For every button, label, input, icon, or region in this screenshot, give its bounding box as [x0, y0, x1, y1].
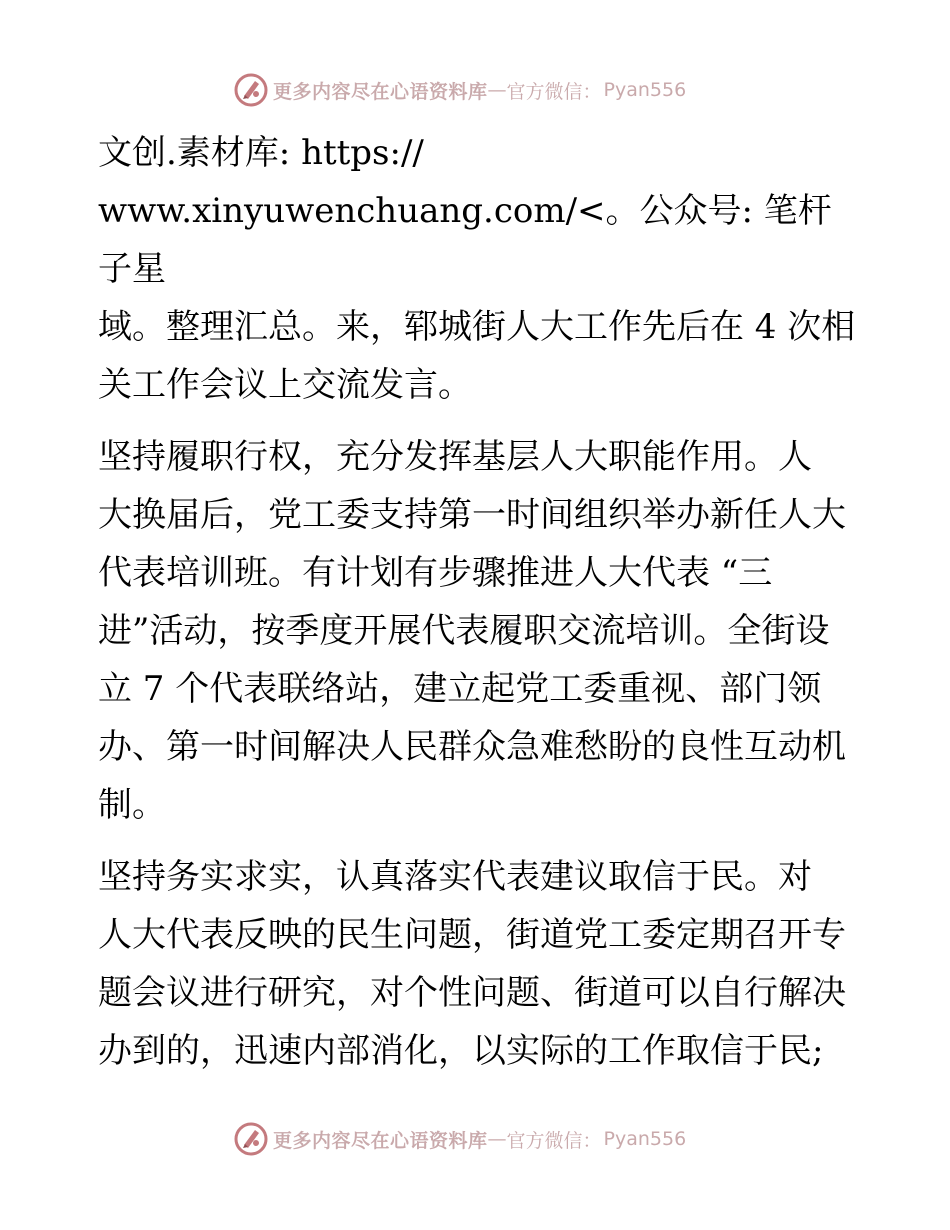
- text-line: 进”活动，按季度开展代表履职交流培训。全街设: [98, 611, 830, 651]
- text-line: 坚持务实求实，认真落实代表建议取信于民。对: [98, 857, 812, 897]
- text-line: 文创.素材库: https://: [98, 133, 424, 173]
- pen-logo-icon: [233, 72, 269, 108]
- text-line: 制。: [98, 785, 166, 825]
- text-line: www.xinyuwenchuang.com/<。公众号: 笔杆子星: [98, 191, 832, 289]
- paragraph-intro: [98, 124, 858, 414]
- paragraph-suggestions: [98, 848, 858, 1080]
- text-line: 人大代表反映的民生问题，街道党工委定期召开专: [98, 915, 846, 955]
- text-line: 域。整理汇总。来，郓城街人大工作先后在 4 次相: [98, 307, 856, 347]
- watermark-separator: —: [487, 1128, 507, 1150]
- text-line: 办、第一时间解决人民群众急难愁盼的良性互动机: [98, 727, 846, 767]
- watermark-brand-text: 更多内容尽在心语资料库: [273, 1129, 488, 1152]
- watermark-wechat-id: Pyan556: [603, 1128, 687, 1150]
- text-line: 题会议进行研究，对个性问题、街道可以自行解决: [98, 973, 846, 1013]
- text-line: 大换届后，党工委支持第一时间组织举办新任人大: [98, 495, 846, 535]
- document-body: [98, 124, 858, 1080]
- paragraph-duty: [98, 428, 858, 834]
- text-line: 关工作会议上交流发言。: [98, 365, 472, 405]
- text-line: 坚持履职行权，充分发挥基层人大职能作用。人: [98, 437, 812, 477]
- text-line: 代表培训班。有计划有步骤推进人大代表 “三: [98, 553, 773, 593]
- text-line: 立 7 个代表联络站，建立起党工委重视、部门领: [98, 669, 822, 709]
- watermark-wechat-id: Pyan556: [603, 79, 687, 101]
- header-watermark: [233, 70, 686, 110]
- watermark-official-label: 官方微信：: [506, 1129, 602, 1152]
- pen-logo-icon: [233, 1121, 269, 1157]
- footer-watermark: [233, 1119, 686, 1159]
- watermark-brand-text: 更多内容尽在心语资料库: [273, 80, 488, 103]
- watermark-separator: —: [487, 79, 507, 101]
- text-line: 办到的，迅速内部消化，以实际的工作取信于民;: [98, 1031, 824, 1071]
- watermark-official-label: 官方微信：: [506, 80, 602, 103]
